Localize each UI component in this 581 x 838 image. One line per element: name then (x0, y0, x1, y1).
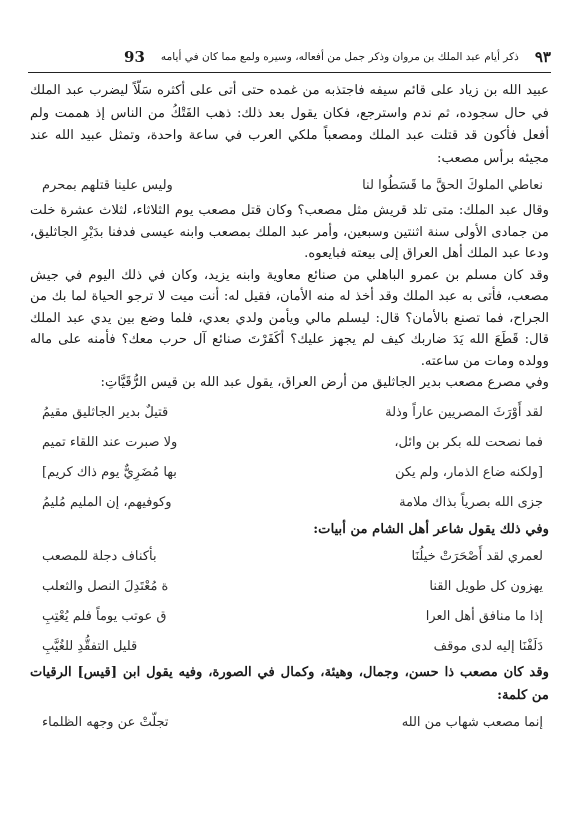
verse-first-hemistich: لعمري لقد أَصْحَرَتْ خيلُنَا (411, 548, 543, 564)
verse-first-hemistich: [ولكنه ضاع الذمار، ولم يكن (394, 465, 543, 480)
page-number-arabic: ٩٣ (534, 48, 551, 66)
verse-second-hemistich: بأكناف دجلة للمصعب (42, 548, 157, 564)
verse-second-hemistich: ق عوتب يوماً فلم يُعْتِبِ (42, 608, 167, 624)
verse-line (30, 488, 549, 518)
verse-line (30, 707, 549, 737)
section-heading: وفي ذلك يقول شاعر أهل الشام من أبيات: (313, 521, 549, 537)
paragraph: وقال عبد الملك: متى تلد قريش مثل مصعب؟ وكان قتل مصعب يوم الثلاثاء، لثلاث عشرة خلت من جمادى الأولى سنة اثنتين وسبعين، وأمر عبد الملك بمصعب وابنه عيسى فدفنا بدَيْرِ الجاثليق، ودعا عبد الملك أهل العراق إلى بيعته فبايعوه. (30, 203, 549, 261)
verse-first-hemistich: إذا ما منافق أهل العرا (425, 608, 543, 624)
verse-second-hemistich: وكوفيهم، إن المليم مُليمُ (42, 495, 172, 510)
verse-first-hemistich: نعاطي الملوكَ الحقَّ ما قَسَطُوا لنا (362, 177, 543, 193)
page-header (28, 42, 551, 73)
paragraph: وفي مصرع مصعب بدير الجاثليق من أرض العراق، يقول عبد الله بن قيس الرُّقَيَّاتِ: (100, 375, 549, 390)
verse-second-hemistich: ولا صبرت عند اللقاء تميم (42, 435, 178, 450)
verse-line (30, 571, 549, 601)
verse-line (30, 458, 549, 488)
closing-paragraph: وقد كان مصعب ذا حسن، وجمال، وهيئة، وكمال في الصورة، وفيه يقول ابن [قيس] الرقيات من كلمة: (30, 665, 549, 703)
paragraph: وقد كان مسلم بن عمرو الباهلي من صنائع معاوية وابنه يزيد، وكان في ذلك اليوم في جيش مصعب، فأتى به عبد الملك وقد أخذ له منه الأمان، فقيل له: أنت ميت لا ترجو الحياة لما بك من الجراح، فما تصنع بالأمان؟ قال: ليسلم مالي ويأمن ولدي بعدي، فلما وضع بين يدي عبد الملك قال: قَطَعَ الله يَدَ ضاربك كيف لم يجهز عليك؟ أكَفَرْتَ صنائع آل حرب معك؟ فأمنه على ماله وولده ومات من ساعته. (30, 267, 549, 369)
verse-second-hemistich: بها مُضَرِيٌّ يوم ذاك كريم] (42, 465, 177, 480)
verse-first-hemistich: دَلَفْنَا إليه لدى موقف (433, 638, 543, 654)
verse-second-hemistich: تجلّتْ عن وجهه الظلماء (42, 714, 169, 730)
verse-first-hemistich: فما نصحت لله بكر بن وائل، (394, 435, 543, 450)
paragraph: عبيد الله بن زياد على قائم سيفه فاجتذبه من غمده حتى أتى على أكثره سَلّاً ليضرب عبد الملك في حال سجوده، ثم ندم واسترجع، فكان يقول بعد ذلك: ذهب الفَتْكُ من الناس إذ هممت ولم أفعل فأكون قد قتلت عبد الملك ومصعباً ملكي العرب في ساعة واحدة، وتمثل عبيد الله عند مجيئه برأس مصعب: (30, 83, 549, 166)
verse-second-hemistich: وليس علينا قتلهم بمحرم (42, 177, 173, 193)
running-title: ذكر أيام عبد الملك بن مروان وذكر جمل من أفعاله، وسيره ولمع مما كان في أيامه (160, 51, 519, 63)
verse-first-hemistich: إنما مصعب شهاب من الله (401, 714, 543, 730)
verse-second-hemistich: قتيلٌ بدير الجاثليق مقيمُ (42, 405, 169, 420)
verse-first-hemistich: يهزون كل طويل القنا (429, 578, 543, 594)
verse-line (30, 170, 549, 200)
verse-second-hemistich: قليل التفقُّدِ للغُيَّبِ (42, 638, 138, 654)
verse-line (30, 398, 549, 428)
verse-line (30, 601, 549, 631)
verse-first-hemistich: جزى الله بصرياً بذاك ملامة (399, 495, 543, 510)
verse-line (30, 631, 549, 661)
verse-line (30, 428, 549, 458)
verse-line (30, 541, 549, 571)
verse-second-hemistich: ة مُعْتَدِلَ النصل والثعلب (42, 578, 169, 594)
page-body (30, 80, 549, 737)
verse-first-hemistich: لقد أَوْرَثَ المصريين عاراً وذلة (385, 405, 543, 420)
page-number-latin: 93 (124, 48, 145, 66)
